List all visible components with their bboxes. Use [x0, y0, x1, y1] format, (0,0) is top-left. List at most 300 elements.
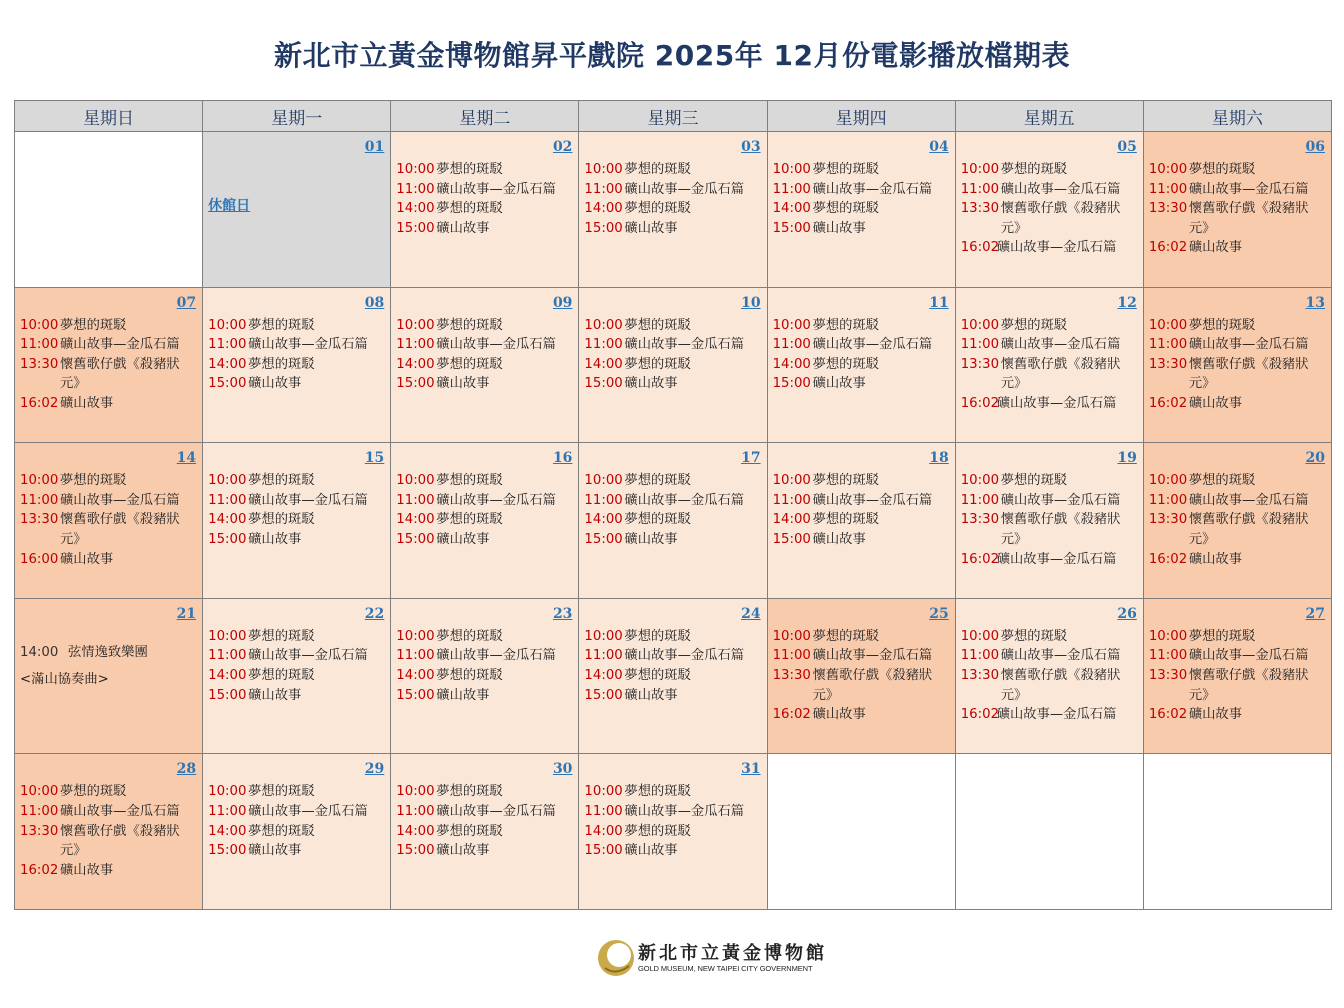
film-title: 礦山故事—金瓜石篇	[812, 337, 933, 353]
screening-entry	[961, 355, 1137, 394]
screening-time: 14:00	[208, 823, 247, 839]
screening-time: 14:00	[396, 667, 435, 683]
film-title: 夢想的斑駁	[248, 512, 315, 528]
screening-entry	[961, 316, 1137, 336]
film-title: 礦山故事	[248, 843, 302, 859]
day-number-link[interactable]: 08	[364, 294, 385, 311]
screening-time: 10:00	[396, 162, 435, 177]
screening-entry	[773, 491, 949, 511]
screening-time: 11:00	[20, 803, 59, 819]
screening-entry	[961, 627, 1137, 647]
screening-time: 15:00	[396, 376, 435, 392]
screening-entry	[396, 316, 572, 336]
film-title: 礦山故事—金瓜石篇	[1000, 181, 1121, 197]
day-cell	[15, 443, 203, 599]
screening-entry	[773, 160, 949, 180]
screening-time: 10:00	[772, 162, 811, 177]
day-cell	[767, 287, 955, 443]
screening-entry	[584, 841, 760, 861]
film-title: 夢想的斑駁	[60, 784, 127, 800]
day-number-link[interactable]: 02	[552, 139, 573, 155]
screening-entry	[584, 491, 760, 511]
screening-entry	[961, 646, 1137, 666]
day-number-link[interactable]: 30	[552, 761, 573, 778]
screening-entry	[396, 160, 572, 180]
screening-time: 15:00	[772, 531, 811, 547]
screening-time: 10:00	[960, 473, 1000, 489]
weekday-header: 星期六	[1143, 101, 1331, 132]
film-title: 礦山故事—金瓜石篇	[60, 492, 180, 508]
screening-entry	[20, 861, 196, 881]
film-title: 礦山故事	[624, 220, 678, 236]
screening-entry	[773, 335, 949, 355]
screening-time: 11:00	[584, 803, 623, 819]
film-title: 礦山故事	[436, 687, 490, 703]
film-title: 夢想的斑駁	[60, 473, 127, 489]
screening-entry	[396, 802, 572, 822]
screening-entry	[20, 510, 196, 549]
day-cell	[203, 287, 391, 443]
screening-entry	[1149, 666, 1325, 705]
screening-entry	[208, 471, 384, 491]
day-number-link[interactable]: 13	[1305, 294, 1325, 311]
film-title: 礦山故事—金瓜石篇	[248, 803, 368, 819]
screening-time: 11:00	[772, 337, 811, 353]
day-number-link[interactable]: 26	[1117, 605, 1137, 622]
screening-entry	[396, 841, 572, 861]
day-cell	[955, 443, 1143, 599]
film-title: 礦山故事—金瓜石篇	[60, 803, 180, 819]
screening-time: 13:30	[1148, 356, 1188, 372]
calendar-week-row	[15, 754, 1332, 910]
screening-time: 14:00	[772, 201, 811, 217]
event-performer: 弦情逸致樂團	[68, 644, 148, 660]
film-title: 懷舊歌仔戲《殺豬狀元》	[1188, 356, 1309, 392]
screening-time: 10:00	[772, 628, 811, 644]
screening-entry	[1149, 471, 1325, 491]
screening-entry	[773, 199, 949, 219]
day-cell	[391, 287, 579, 443]
day-cell	[203, 132, 391, 288]
screening-time: 11:00	[396, 337, 435, 353]
screening-time: 11:00	[396, 181, 435, 197]
film-title: 礦山故事—金瓜石篇	[996, 707, 1117, 723]
screening-entry	[208, 374, 384, 394]
day-number-link[interactable]: 05	[1117, 139, 1137, 155]
screening-time: 10:00	[396, 784, 435, 800]
day-number-link[interactable]: 29	[364, 761, 385, 778]
screening-entry	[961, 471, 1137, 491]
screening-entry	[208, 627, 384, 647]
screening-time: 11:00	[584, 492, 623, 508]
screening-time: 16:02	[960, 551, 1000, 567]
film-title: 夢想的斑駁	[248, 473, 315, 489]
screening-entry	[208, 355, 384, 375]
film-title: 礦山故事	[812, 220, 866, 236]
film-title: 礦山故事—金瓜石篇	[436, 181, 556, 197]
day-number-link[interactable]: 10	[741, 294, 761, 311]
day-number-link[interactable]: 12	[1117, 294, 1137, 311]
empty-day-cell	[15, 132, 203, 288]
screening-time: 10:00	[208, 317, 247, 333]
screening-entry	[20, 335, 196, 355]
screening-entry	[961, 491, 1137, 511]
film-title: 礦山故事	[624, 687, 678, 703]
screening-time: 15:00	[584, 843, 623, 859]
day-number-link[interactable]: 15	[364, 450, 385, 467]
film-title: 夢想的斑駁	[436, 512, 503, 528]
screening-time: 14:00	[396, 356, 435, 372]
day-number-link[interactable]: 31	[741, 761, 761, 778]
screening-entry	[1149, 355, 1325, 394]
screening-entry	[1149, 394, 1325, 414]
screening-time: 15:00	[396, 531, 435, 547]
empty-day-cell	[955, 754, 1143, 910]
screening-time: 10:00	[20, 784, 59, 800]
screening-entry	[584, 646, 760, 666]
film-title: 夢想的斑駁	[1188, 628, 1256, 644]
screening-time: 16:02	[1148, 551, 1188, 567]
screening-entry	[773, 510, 949, 530]
screening-time: 15:00	[396, 843, 435, 859]
empty-day-cell	[767, 754, 955, 910]
empty-day-cell	[1143, 754, 1331, 910]
screening-time: 15:00	[584, 376, 623, 392]
page-title: 新北市立黃金博物館昇平戲院 2025年 12月份電影播放檔期表	[274, 39, 1070, 72]
day-cell	[1143, 132, 1331, 288]
screening-time: 15:00	[772, 376, 811, 392]
screening-entry	[396, 335, 572, 355]
film-title: 礦山故事—金瓜石篇	[624, 492, 745, 508]
screening-time: 11:00	[584, 337, 623, 353]
film-title: 夢想的斑駁	[1000, 628, 1068, 644]
day-number-link[interactable]: 28	[176, 761, 197, 778]
film-title: 夢想的斑駁	[624, 473, 691, 489]
screening-entry	[208, 822, 384, 842]
screening-time: 10:00	[208, 473, 247, 489]
day-number-link[interactable]: 03	[741, 139, 761, 155]
film-title: 夢想的斑駁	[812, 162, 880, 177]
day-cell	[955, 287, 1143, 443]
film-title: 夢想的斑駁	[436, 162, 503, 177]
screening-entry	[961, 705, 1137, 725]
screening-time: 11:00	[1148, 181, 1188, 197]
film-title: 礦山故事	[436, 376, 490, 392]
screening-entry	[396, 510, 572, 530]
film-title: 夢想的斑駁	[436, 317, 503, 333]
film-title: 夢想的斑駁	[248, 356, 315, 372]
screening-time: 10:00	[396, 628, 435, 644]
calendar-week-row	[15, 132, 1332, 288]
screening-time: 15:00	[396, 220, 435, 236]
film-title: 夢想的斑駁	[436, 667, 503, 683]
screening-entry	[1149, 705, 1325, 725]
day-cell	[579, 287, 767, 443]
screening-time: 16:02	[960, 707, 1000, 723]
screening-entry	[773, 705, 949, 725]
museum-logo	[596, 936, 826, 980]
screening-time: 11:00	[772, 492, 811, 508]
film-title: 夢想的斑駁	[436, 473, 503, 489]
screening-entry	[584, 802, 760, 822]
screening-entry	[20, 822, 196, 861]
film-title: 礦山故事	[248, 531, 302, 547]
screening-entry	[961, 550, 1137, 570]
screening-time: 11:00	[208, 337, 247, 353]
screening-time: 10:00	[208, 784, 247, 800]
film-title: 礦山故事—金瓜石篇	[248, 648, 368, 664]
screening-entry	[396, 471, 572, 491]
day-number-link[interactable]: 16	[552, 450, 573, 467]
film-title: 夢想的斑駁	[812, 201, 880, 217]
film-title: 礦山故事	[1188, 551, 1243, 567]
film-title: 懷舊歌仔戲《殺豬狀元》	[60, 512, 180, 547]
screening-time: 15:00	[208, 687, 247, 703]
film-title: 夢想的斑駁	[1000, 317, 1068, 333]
day-number-link[interactable]: 25	[929, 605, 949, 622]
screening-entry	[396, 782, 572, 802]
film-title: 礦山故事—金瓜石篇	[812, 181, 933, 197]
day-number-link[interactable]: 17	[741, 450, 761, 467]
screening-time: 10:00	[960, 317, 1000, 333]
film-title: 夢想的斑駁	[1188, 317, 1256, 333]
calendar-body	[15, 132, 1332, 910]
day-number-link[interactable]: 27	[1305, 605, 1325, 622]
screening-entry	[773, 180, 949, 200]
calendar-week-row	[15, 598, 1332, 754]
screening-entry	[396, 374, 572, 394]
screening-time: 10:00	[1148, 473, 1188, 489]
screening-entry	[1149, 238, 1325, 258]
film-title: 懷舊歌仔戲《殺豬狀元》	[1188, 512, 1309, 547]
film-title: 夢想的斑駁	[624, 356, 691, 372]
screening-entry	[584, 530, 760, 550]
weekday-header: 星期二	[391, 101, 579, 132]
screening-time: 15:00	[208, 531, 247, 547]
day-number-link[interactable]: 20	[1305, 450, 1325, 467]
film-title: 礦山故事—金瓜石篇	[1188, 337, 1309, 353]
day-number-link[interactable]: 21	[176, 605, 197, 622]
screening-time: 14:00	[584, 512, 623, 528]
film-title: 懷舊歌仔戲《殺豬狀元》	[1000, 356, 1121, 392]
day-cell	[767, 598, 955, 754]
screening-time: 11:00	[584, 181, 623, 197]
screening-time: 10:00	[584, 628, 623, 644]
screening-time: 11:00	[20, 492, 59, 508]
event-title: <滿山協奏曲>	[20, 672, 109, 688]
film-title: 礦山故事—金瓜石篇	[436, 803, 556, 819]
day-cell	[955, 598, 1143, 754]
film-title: 懷舊歌仔戲《殺豬狀元》	[812, 667, 933, 703]
screening-time: 11:00	[1148, 492, 1188, 508]
film-title: 懷舊歌仔戲《殺豬狀元》	[1188, 201, 1309, 236]
screening-time: 16:02	[960, 240, 1000, 256]
film-title: 夢想的斑駁	[624, 667, 691, 683]
screening-time: 14:00	[772, 356, 811, 372]
screening-entry	[396, 686, 572, 706]
film-title: 懷舊歌仔戲《殺豬狀元》	[1000, 512, 1121, 547]
film-title: 夢想的斑駁	[248, 317, 315, 333]
screening-time: 10:00	[396, 317, 435, 333]
film-title: 礦山故事	[812, 531, 866, 547]
day-number-link[interactable]: 11	[929, 294, 949, 311]
weekday-header: 星期五	[955, 101, 1143, 132]
film-title: 夢想的斑駁	[436, 356, 503, 372]
screening-time: 13:30	[20, 512, 59, 528]
film-title: 礦山故事	[624, 376, 678, 392]
film-title: 夢想的斑駁	[812, 356, 880, 372]
screening-time: 11:00	[772, 181, 811, 197]
day-cell	[15, 754, 203, 910]
screening-time: 14:00	[584, 356, 623, 372]
screening-time: 10:00	[396, 473, 435, 489]
day-number-link[interactable]: 01	[364, 139, 385, 155]
day-cell	[203, 443, 391, 599]
day-number-link[interactable]: 04	[929, 139, 949, 155]
weekday-header: 星期日	[15, 101, 203, 132]
film-title: 礦山故事	[1188, 240, 1243, 256]
day-cell	[391, 754, 579, 910]
screening-entry	[584, 160, 760, 180]
day-cell	[203, 754, 391, 910]
screening-entry	[1149, 550, 1325, 570]
day-number-link[interactable]: 07	[176, 294, 197, 311]
film-title: 礦山故事	[436, 220, 490, 236]
screening-entry	[584, 374, 760, 394]
film-title: 夢想的斑駁	[60, 317, 127, 333]
screening-time: 11:00	[960, 648, 1000, 664]
screening-entry	[584, 219, 760, 239]
screening-entry	[396, 180, 572, 200]
day-number-link[interactable]: 22	[364, 605, 385, 622]
screening-time: 11:00	[396, 803, 435, 819]
screening-time: 10:00	[208, 628, 247, 644]
film-title: 夢想的斑駁	[624, 784, 691, 800]
screening-entry	[961, 666, 1137, 705]
gold-museum-logo-icon	[596, 938, 636, 978]
film-title: 礦山故事—金瓜石篇	[624, 181, 745, 197]
screening-entry	[584, 686, 760, 706]
film-title: 礦山故事—金瓜石篇	[624, 648, 745, 664]
screening-entry	[396, 219, 572, 239]
film-title: 夢想的斑駁	[812, 473, 880, 489]
screening-entry	[1149, 627, 1325, 647]
film-title: 夢想的斑駁	[624, 317, 691, 333]
day-number-link[interactable]: 14	[176, 450, 197, 467]
screening-time: 14:00	[396, 201, 435, 217]
screening-entry	[584, 782, 760, 802]
day-number-link[interactable]: 06	[1305, 139, 1325, 155]
screening-time: 16:02	[772, 707, 811, 723]
film-title: 夢想的斑駁	[436, 784, 503, 800]
day-cell	[1143, 443, 1331, 599]
day-number-link[interactable]: 24	[741, 605, 761, 622]
screening-time: 11:00	[208, 492, 247, 508]
screening-entry	[584, 471, 760, 491]
screening-entry	[20, 802, 196, 822]
film-title: 夢想的斑駁	[1188, 473, 1256, 489]
day-cell	[391, 598, 579, 754]
film-title: 懷舊歌仔戲《殺豬狀元》	[60, 356, 180, 392]
film-title: 懷舊歌仔戲《殺豬狀元》	[60, 823, 180, 859]
film-title: 礦山故事—金瓜石篇	[1000, 492, 1121, 508]
day-cell	[767, 132, 955, 288]
screening-entry	[20, 550, 196, 570]
film-title: 懷舊歌仔戲《殺豬狀元》	[1000, 667, 1121, 703]
day-cell	[767, 443, 955, 599]
weekday-header: 星期三	[579, 101, 767, 132]
screening-entry	[20, 394, 196, 414]
screening-entry	[961, 160, 1137, 180]
museum-english-name: GOLD MUSEUM, NEW TAIPEI CITY GOVERNMENT	[638, 964, 813, 973]
film-title: 礦山故事—金瓜石篇	[436, 492, 556, 508]
special-event	[20, 643, 196, 690]
film-title: 懷舊歌仔戲《殺豬狀元》	[1000, 201, 1121, 236]
film-title: 夢想的斑駁	[812, 628, 880, 644]
film-title: 礦山故事—金瓜石篇	[624, 337, 745, 353]
screening-time: 13:30	[1148, 201, 1188, 217]
screening-entry	[773, 219, 949, 239]
screening-entry	[961, 238, 1137, 258]
film-title: 礦山故事—金瓜石篇	[248, 337, 368, 353]
day-number-link[interactable]: 19	[1117, 450, 1137, 467]
screening-entry	[208, 530, 384, 550]
screening-entry	[396, 199, 572, 219]
screening-entry	[961, 199, 1137, 238]
film-title: 夢想的斑駁	[248, 784, 315, 800]
screening-time: 13:30	[960, 667, 1000, 683]
screening-time: 16:02	[1148, 395, 1188, 411]
screening-entry	[396, 822, 572, 842]
weekday-header: 星期一	[203, 101, 391, 132]
calendar-week-row	[15, 287, 1332, 443]
screening-entry	[584, 355, 760, 375]
day-number-link[interactable]: 18	[929, 450, 949, 467]
screening-time: 10:00	[20, 317, 59, 333]
day-cell	[391, 443, 579, 599]
screening-time: 16:00	[20, 551, 59, 567]
screening-entry	[20, 471, 196, 491]
screening-entry	[20, 491, 196, 511]
screening-entry	[1149, 180, 1325, 200]
film-title: 礦山故事—金瓜石篇	[624, 803, 745, 819]
event-time: 14:00	[20, 644, 59, 660]
film-title: 礦山故事—金瓜石篇	[996, 240, 1117, 256]
screening-time: 10:00	[584, 473, 623, 489]
day-number-link[interactable]: 23	[552, 605, 573, 622]
screening-entry	[773, 355, 949, 375]
screening-entry	[1149, 316, 1325, 336]
film-title: 礦山故事—金瓜石篇	[1188, 648, 1309, 664]
screening-entry	[208, 335, 384, 355]
screening-time: 11:00	[772, 648, 811, 664]
film-title: 夢想的斑駁	[812, 317, 880, 333]
weekday-header-row	[15, 101, 1332, 132]
screening-time: 13:30	[20, 823, 59, 839]
screening-time: 11:00	[1148, 337, 1188, 353]
screening-entry	[1149, 199, 1325, 238]
closed-day-link[interactable]: 休館日	[208, 198, 251, 214]
screening-entry	[208, 316, 384, 336]
screening-entry	[396, 666, 572, 686]
film-title: 礦山故事—金瓜石篇	[1188, 181, 1309, 197]
film-title: 礦山故事—金瓜石篇	[1000, 648, 1121, 664]
day-number-link[interactable]: 09	[552, 294, 573, 311]
film-title: 礦山故事—金瓜石篇	[1188, 492, 1309, 508]
screening-entry	[584, 822, 760, 842]
film-title: 礦山故事	[624, 843, 678, 859]
screening-entry	[396, 530, 572, 550]
